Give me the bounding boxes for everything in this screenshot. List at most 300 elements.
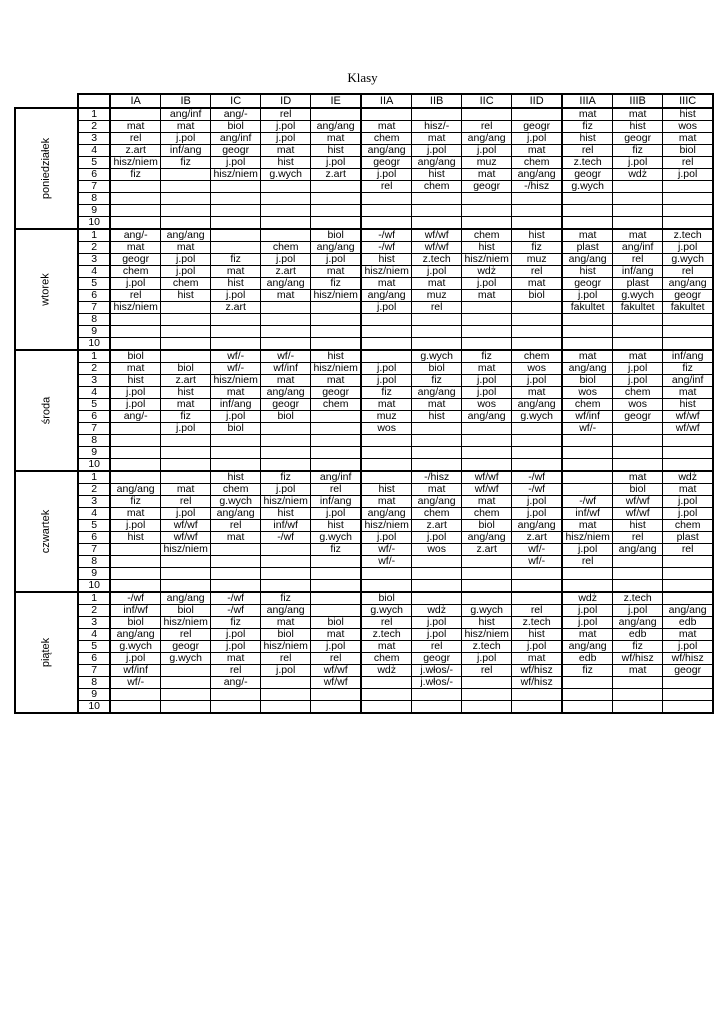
subject-cell: hist (311, 145, 362, 157)
lesson-number: 9 (78, 326, 110, 338)
subject-cell: mat (412, 399, 462, 411)
subject-cell: ang/ang (462, 411, 512, 423)
subject-cell: wf/wf (311, 677, 362, 689)
subject-cell (613, 326, 663, 338)
subject-cell: ang/ang (110, 629, 161, 641)
subject-cell (512, 326, 563, 338)
subject-cell: ang/- (211, 677, 261, 689)
subject-cell: rel (613, 254, 663, 266)
subject-cell: wos (512, 363, 563, 375)
subject-cell: hist (110, 532, 161, 544)
subject-cell: plast (613, 278, 663, 290)
subject-cell: z.art (110, 145, 161, 157)
subject-cell: inf/wf (261, 520, 311, 532)
subject-cell: hist (261, 508, 311, 520)
lesson-row (15, 556, 713, 568)
lesson-row (15, 242, 713, 254)
subject-cell (361, 338, 412, 351)
subject-cell: hist (161, 290, 211, 302)
subject-cell: hisz/niem (110, 302, 161, 314)
subject-cell (110, 181, 161, 193)
subject-cell: wf/wf (663, 423, 714, 435)
subject-cell: mat (211, 266, 261, 278)
lesson-row (15, 629, 713, 641)
subject-cell (512, 108, 563, 121)
subject-cell (412, 435, 462, 447)
subject-cell: j.pol (211, 290, 261, 302)
subject-cell: hist (361, 254, 412, 266)
subject-cell: wdż (412, 605, 462, 617)
subject-cell: j.pol (663, 641, 714, 653)
subject-cell (311, 459, 362, 472)
subject-cell: j.pol (663, 496, 714, 508)
lesson-number: 8 (78, 193, 110, 205)
subject-cell: biol (161, 605, 211, 617)
subject-cell: biol (261, 629, 311, 641)
subject-cell: fiz (211, 617, 261, 629)
subject-cell: biol (211, 121, 261, 133)
subject-cell (311, 592, 362, 605)
subject-cell (161, 350, 211, 363)
subject-cell (462, 701, 512, 714)
subject-cell (361, 689, 412, 701)
subject-cell: j.pol (462, 375, 512, 387)
subject-cell: wf/- (361, 544, 412, 556)
subject-cell: j.pol (361, 302, 412, 314)
subject-cell: ang/inf (211, 133, 261, 145)
day-name: czwartek (40, 509, 53, 554)
lesson-row (15, 145, 713, 157)
lesson-row (15, 423, 713, 435)
subject-cell: muz (462, 157, 512, 169)
subject-cell: z.tech (512, 617, 563, 629)
subject-cell: inf/ang (211, 399, 261, 411)
lesson-number: 4 (78, 266, 110, 278)
subject-cell (311, 411, 362, 423)
subject-cell: j.pol (613, 363, 663, 375)
subject-cell (663, 314, 714, 326)
subject-cell: muz (512, 254, 563, 266)
subject-cell: j.pol (211, 629, 261, 641)
subject-cell: mat (462, 496, 512, 508)
subject-cell: ang/- (110, 229, 161, 242)
subject-cell (361, 677, 412, 689)
subject-cell (562, 701, 613, 714)
lesson-row (15, 133, 713, 145)
subject-cell (110, 193, 161, 205)
subject-cell (261, 544, 311, 556)
subject-cell: biol (311, 229, 362, 242)
subject-cell: j.pol (110, 278, 161, 290)
subject-cell: g.wych (110, 641, 161, 653)
subject-cell: rel (412, 302, 462, 314)
subject-cell (412, 556, 462, 568)
subject-cell: wf/- (512, 556, 563, 568)
subject-cell: ang/- (110, 411, 161, 423)
subject-cell: mat (462, 290, 512, 302)
subject-cell (412, 423, 462, 435)
lesson-number: 6 (78, 532, 110, 544)
subject-cell (613, 580, 663, 593)
subject-cell: hist (211, 278, 261, 290)
subject-cell: biol (110, 350, 161, 363)
subject-cell: z.tech (462, 641, 512, 653)
subject-cell: ang/ang (161, 592, 211, 605)
subject-cell: ang/ang (361, 145, 412, 157)
lesson-number: 9 (78, 447, 110, 459)
subject-cell: j.pol (161, 423, 211, 435)
subject-cell: hist (412, 169, 462, 181)
subject-cell (412, 447, 462, 459)
subject-cell: rel (361, 181, 412, 193)
subject-cell: rel (261, 653, 311, 665)
subject-cell (110, 544, 161, 556)
lesson-number: 8 (78, 556, 110, 568)
subject-cell: hist (161, 387, 211, 399)
subject-cell: hisz/niem (562, 532, 613, 544)
lesson-number: 1 (78, 350, 110, 363)
subject-cell: j.pol (361, 169, 412, 181)
subject-cell (562, 459, 613, 472)
subject-cell: wdż (462, 266, 512, 278)
subject-cell (562, 217, 613, 230)
subject-cell: fiz (613, 145, 663, 157)
lesson-row (15, 459, 713, 472)
subject-cell: wf/inf (110, 665, 161, 677)
subject-cell: wf/- (211, 363, 261, 375)
subject-cell: rel (361, 617, 412, 629)
subject-cell (261, 338, 311, 351)
subject-cell (211, 447, 261, 459)
subject-cell (361, 471, 412, 484)
subject-cell: geogr (663, 665, 714, 677)
subject-cell (412, 701, 462, 714)
subject-cell: hisz/niem (110, 157, 161, 169)
subject-cell (412, 338, 462, 351)
subject-cell: mat (562, 229, 613, 242)
subject-cell (211, 689, 261, 701)
lesson-number: 7 (78, 665, 110, 677)
subject-cell (562, 435, 613, 447)
subject-cell: mat (211, 653, 261, 665)
subject-cell: wdż (613, 169, 663, 181)
lesson-row (15, 121, 713, 133)
subject-cell: mat (663, 387, 714, 399)
subject-cell: inf/wf (110, 605, 161, 617)
subject-cell: wf/wf (462, 484, 512, 496)
subject-cell: j.włos/- (412, 677, 462, 689)
subject-cell (613, 423, 663, 435)
subject-cell (161, 338, 211, 351)
lesson-number: 3 (78, 133, 110, 145)
subject-cell: z.art (462, 544, 512, 556)
subject-cell (110, 108, 161, 121)
class-header: IIA (361, 94, 412, 108)
subject-cell (311, 689, 362, 701)
subject-cell (161, 665, 211, 677)
subject-cell (412, 193, 462, 205)
lesson-number: 4 (78, 145, 110, 157)
page-title: Klasy (347, 70, 378, 85)
lesson-row (15, 605, 713, 617)
subject-cell: mat (161, 484, 211, 496)
subject-cell (663, 181, 714, 193)
subject-cell: geogr (161, 641, 211, 653)
subject-cell: j.pol (562, 290, 613, 302)
header-corner (15, 94, 78, 108)
subject-cell: g.wych (412, 350, 462, 363)
lesson-row (15, 363, 713, 375)
subject-cell: mat (613, 665, 663, 677)
subject-cell (462, 314, 512, 326)
lesson-row (15, 205, 713, 217)
subject-cell: hisz/niem (161, 544, 211, 556)
subject-cell (562, 338, 613, 351)
subject-cell (512, 205, 563, 217)
day-label-cell (15, 592, 78, 713)
subject-cell (512, 568, 563, 580)
header-lesson (78, 94, 110, 108)
subject-cell (663, 338, 714, 351)
subject-cell: ang/ang (311, 121, 362, 133)
subject-cell (663, 447, 714, 459)
subject-cell (512, 423, 563, 435)
subject-cell: j.pol (613, 157, 663, 169)
lesson-number: 9 (78, 568, 110, 580)
subject-cell (211, 338, 261, 351)
subject-cell: j.pol (412, 629, 462, 641)
subject-cell: hist (412, 411, 462, 423)
subject-cell: j.pol (261, 254, 311, 266)
subject-cell: z.art (211, 302, 261, 314)
subject-cell (613, 677, 663, 689)
subject-cell (562, 580, 613, 593)
subject-cell: geogr (412, 653, 462, 665)
lesson-row (15, 641, 713, 653)
lesson-row (15, 508, 713, 520)
subject-cell: fiz (361, 387, 412, 399)
subject-cell (361, 326, 412, 338)
lesson-number: 10 (78, 701, 110, 714)
subject-cell: biol (361, 592, 412, 605)
subject-cell: rel (110, 133, 161, 145)
subject-cell: mat (261, 617, 311, 629)
subject-cell (663, 205, 714, 217)
lesson-number: 9 (78, 205, 110, 217)
subject-cell (261, 556, 311, 568)
subject-cell: g.wych (211, 496, 261, 508)
lesson-row (15, 411, 713, 423)
subject-cell: geogr (613, 133, 663, 145)
subject-cell: mat (663, 484, 714, 496)
subject-cell (412, 326, 462, 338)
subject-cell: wf/- (361, 556, 412, 568)
subject-cell: chem (110, 266, 161, 278)
subject-cell (311, 338, 362, 351)
subject-cell (613, 314, 663, 326)
subject-cell: wf/hisz (613, 653, 663, 665)
subject-cell: inf/ang (663, 350, 714, 363)
subject-cell (462, 435, 512, 447)
subject-cell (110, 435, 161, 447)
subject-cell: j.pol (462, 387, 512, 399)
lesson-number: 6 (78, 169, 110, 181)
subject-cell: inf/ang (613, 266, 663, 278)
subject-cell: inf/ang (161, 145, 211, 157)
subject-cell: ang/ang (211, 508, 261, 520)
class-header: IA (110, 94, 161, 108)
subject-cell: j.pol (663, 242, 714, 254)
subject-cell: wf/- (211, 350, 261, 363)
lesson-row (15, 181, 713, 193)
subject-cell: geogr (361, 157, 412, 169)
subject-cell: wf/inf (562, 411, 613, 423)
lesson-row (15, 665, 713, 677)
subject-cell: ang/ang (663, 605, 714, 617)
subject-cell: biol (663, 145, 714, 157)
lesson-number: 5 (78, 278, 110, 290)
subject-cell: j.pol (361, 375, 412, 387)
subject-cell: chem (412, 508, 462, 520)
lesson-number: 6 (78, 653, 110, 665)
subject-cell (311, 193, 362, 205)
subject-cell (261, 435, 311, 447)
subject-cell: rel (211, 520, 261, 532)
subject-cell: ang/ang (311, 242, 362, 254)
subject-cell: chem (512, 157, 563, 169)
subject-cell: j.pol (663, 169, 714, 181)
lesson-number: 3 (78, 617, 110, 629)
subject-cell: chem (361, 133, 412, 145)
subject-cell: fiz (562, 665, 613, 677)
subject-cell: edb (613, 629, 663, 641)
lesson-row (15, 435, 713, 447)
subject-cell (663, 580, 714, 593)
subject-cell: biol (110, 617, 161, 629)
lesson-number: 5 (78, 399, 110, 411)
subject-cell (512, 447, 563, 459)
subject-cell (211, 435, 261, 447)
subject-cell: z.art (161, 375, 211, 387)
day-name: piątek (40, 637, 53, 668)
subject-cell: z.art (512, 532, 563, 544)
class-header: IIIC (663, 94, 714, 108)
subject-cell: z.tech (562, 157, 613, 169)
subject-cell: mat (261, 290, 311, 302)
subject-cell: mat (562, 520, 613, 532)
subject-cell (261, 701, 311, 714)
subject-cell (161, 459, 211, 472)
subject-cell: geogr (562, 169, 613, 181)
subject-cell: -/wf (361, 229, 412, 242)
subject-cell: j.pol (512, 496, 563, 508)
subject-cell (562, 568, 613, 580)
subject-cell: wos (663, 121, 714, 133)
subject-cell (211, 229, 261, 242)
subject-cell: ang/ang (110, 484, 161, 496)
subject-cell: fiz (211, 254, 261, 266)
subject-cell (613, 217, 663, 230)
subject-cell: chem (311, 399, 362, 411)
subject-cell: hist (462, 617, 512, 629)
subject-cell (412, 580, 462, 593)
subject-cell: ang/ang (562, 363, 613, 375)
subject-cell: -/wf (361, 242, 412, 254)
lesson-number: 3 (78, 375, 110, 387)
class-header: IB (161, 94, 211, 108)
subject-cell: edb (663, 617, 714, 629)
subject-cell: ang/ang (512, 399, 563, 411)
subject-cell: hist (110, 375, 161, 387)
subject-cell (613, 556, 663, 568)
subject-cell: g.wych (512, 411, 563, 423)
subject-cell: j.pol (361, 363, 412, 375)
subject-cell: ang/ang (361, 508, 412, 520)
lesson-row (15, 302, 713, 314)
subject-cell (261, 193, 311, 205)
subject-cell: -/wf (261, 532, 311, 544)
lesson-number: 7 (78, 181, 110, 193)
subject-cell (562, 677, 613, 689)
subject-cell: j.pol (512, 508, 563, 520)
subject-cell: chem (412, 181, 462, 193)
lesson-number: 1 (78, 108, 110, 121)
lesson-number: 7 (78, 423, 110, 435)
lesson-number: 8 (78, 677, 110, 689)
subject-cell (412, 205, 462, 217)
subject-cell: g.wych (261, 169, 311, 181)
subject-cell (412, 592, 462, 605)
class-header: IID (512, 94, 563, 108)
subject-cell: wos (412, 544, 462, 556)
subject-cell (613, 181, 663, 193)
subject-cell (562, 689, 613, 701)
subject-cell (562, 314, 613, 326)
subject-cell (361, 701, 412, 714)
subject-cell (261, 326, 311, 338)
subject-cell (462, 338, 512, 351)
subject-cell: j.pol (562, 617, 613, 629)
subject-cell: fiz (261, 471, 311, 484)
subject-cell: z.art (261, 266, 311, 278)
subject-cell: g.wych (361, 605, 412, 617)
subject-cell (562, 326, 613, 338)
day-label-cell (15, 471, 78, 592)
subject-cell (412, 459, 462, 472)
subject-cell (663, 193, 714, 205)
subject-cell: chem (462, 229, 512, 242)
subject-cell: chem (462, 508, 512, 520)
subject-cell (613, 701, 663, 714)
subject-cell: wf/wf (613, 496, 663, 508)
subject-cell (361, 217, 412, 230)
subject-cell: ang/ang (261, 278, 311, 290)
lesson-number: 4 (78, 508, 110, 520)
subject-cell (161, 302, 211, 314)
subject-cell (211, 217, 261, 230)
subject-cell (462, 302, 512, 314)
lesson-number: 7 (78, 544, 110, 556)
lesson-number: 10 (78, 580, 110, 593)
subject-cell (311, 447, 362, 459)
lesson-number: 5 (78, 641, 110, 653)
subject-cell: fiz (110, 496, 161, 508)
subject-cell: mat (462, 169, 512, 181)
subject-cell: z.tech (412, 254, 462, 266)
subject-cell: biol (412, 363, 462, 375)
subject-cell: g.wych (161, 653, 211, 665)
subject-cell: j.pol (161, 266, 211, 278)
